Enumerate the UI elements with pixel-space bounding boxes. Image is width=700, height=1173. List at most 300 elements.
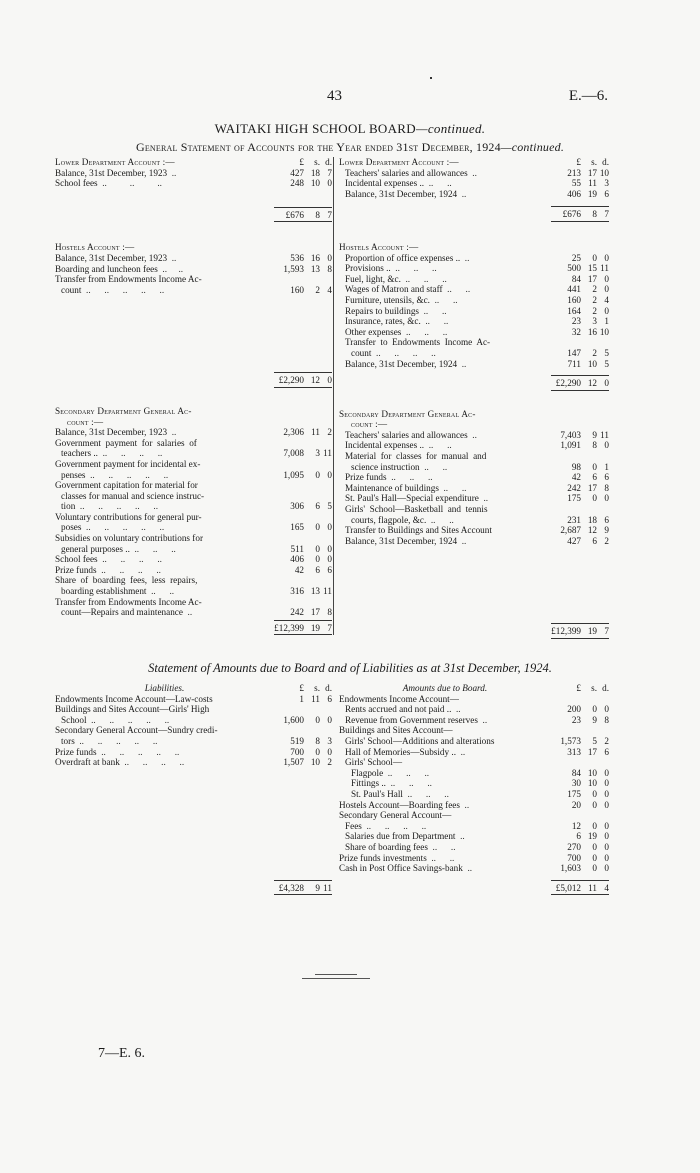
ledger-label: [339, 736, 551, 747]
ledger-row: [339, 515, 609, 526]
shillings-value: 6: [315, 501, 320, 512]
ledger-label: [55, 522, 274, 533]
shillings-value: 3: [592, 316, 597, 327]
ledger-row: [55, 607, 332, 618]
shillings-value: 8: [592, 209, 597, 220]
ledger-row: [339, 284, 609, 295]
ledger-label-text: classes for manual and science instruc-: [61, 490, 205, 501]
ledger-row: [339, 831, 609, 842]
leader-dots: .. .. ..: [405, 326, 448, 337]
ledger-label: [339, 359, 551, 370]
ledger-row: [55, 285, 332, 296]
shillings-value: 0: [592, 493, 597, 504]
ledger-label-text: Government capitation for material for: [55, 480, 198, 491]
ledger-label: [339, 462, 551, 473]
amount: [551, 206, 609, 222]
pence-value: 0: [604, 252, 609, 263]
ledger-row: [339, 168, 609, 179]
statement-column-heading-row: [55, 683, 332, 694]
pence-value: 4: [604, 882, 609, 893]
pence-value: 2: [327, 427, 332, 438]
section-total: [55, 372, 332, 388]
ledger-row: [55, 264, 332, 275]
amount: [274, 178, 332, 189]
leader-dots: .. ..: [430, 514, 454, 525]
ledger-row: [339, 430, 609, 441]
ledger-label: [339, 757, 551, 768]
pence-value: 0: [604, 440, 609, 451]
pence-value: 0: [604, 273, 609, 284]
ledger-label: [55, 438, 274, 449]
ledger-label-text: Subsidies on voluntary contributions for: [55, 533, 204, 544]
shillings-value: 0: [315, 543, 320, 554]
ledger-label: [339, 778, 551, 789]
section-total: [55, 620, 332, 636]
ledger-label: [55, 274, 274, 285]
ledger-row: [339, 327, 609, 338]
pounds-value: 23: [571, 714, 581, 725]
ledger-row: [339, 725, 609, 736]
pounds-value: 427: [290, 167, 304, 178]
leader-dots: .. .. ..: [390, 778, 432, 789]
ledger-row: [339, 263, 609, 274]
spacer: [55, 222, 332, 242]
ledger-row: [339, 359, 609, 370]
pounds-value: 20: [571, 799, 581, 810]
ledger-label-text: Boarding and luncheon fees: [55, 263, 158, 274]
amount: [274, 554, 332, 565]
liabilities-column: [55, 683, 332, 895]
shillings-value: 17: [587, 746, 597, 757]
ledger-label-text: Proportion of office expenses ..: [345, 252, 461, 263]
leader-dots: .. .. .. ..: [102, 448, 163, 459]
leader-dots: .. ..: [423, 305, 447, 316]
amount: [551, 704, 609, 715]
section-total: [55, 207, 332, 223]
ledger-label: [339, 483, 551, 494]
pence-value: 7: [327, 209, 332, 220]
amount: [274, 694, 332, 705]
ledger-label: [55, 448, 274, 459]
ledger-label: [55, 747, 274, 758]
shillings-unit: s.: [591, 157, 597, 167]
pence-value: 11: [323, 882, 332, 893]
pence-value: 0: [604, 831, 609, 842]
leader-dots: ..: [171, 427, 177, 438]
pence-value: 9: [604, 525, 609, 536]
amount: [551, 736, 609, 747]
spacer: [55, 768, 332, 880]
pence-value: 0: [604, 841, 609, 852]
ledger-row: [55, 438, 332, 449]
ledger-label-text: Prize funds: [55, 746, 97, 757]
pence-value: 11: [323, 448, 332, 459]
amount: [551, 178, 609, 189]
pounds-value: 2,687: [560, 525, 581, 536]
shillings-value: 16: [310, 252, 320, 263]
amount: [551, 831, 609, 842]
leader-dots: .. ..: [434, 294, 458, 305]
pence-unit: d.: [602, 683, 609, 693]
pounds-value: 306: [290, 501, 304, 512]
amount: [274, 168, 332, 179]
leader-dots: .. .. .. .. ..: [101, 746, 180, 757]
leader-dots: .. .. ..: [134, 543, 176, 554]
leader-dots: ..: [467, 863, 473, 874]
ledger-row: [339, 821, 609, 832]
shillings-value: 0: [592, 799, 597, 810]
ledger-label: [339, 821, 551, 832]
page-number: 43: [327, 88, 342, 104]
pounds-value: 84: [571, 767, 581, 778]
pence-value: 5: [327, 501, 332, 512]
leader-dots: .. .. ..: [387, 767, 430, 778]
ledger-label: [55, 704, 274, 715]
section-heading: Secondary Department General Ac-: [339, 408, 476, 419]
ledger-label: [55, 544, 274, 555]
amount: [274, 747, 332, 758]
statement-column-heading-row: [339, 683, 609, 694]
pence-value: 0: [604, 852, 609, 863]
ledger-label-text: Fuel, light, &c.: [345, 273, 401, 284]
ledger-label: [55, 533, 274, 544]
pounds-value: 248: [290, 178, 304, 189]
leader-dots: .. ..: [428, 440, 452, 451]
pounds-value: 406: [567, 188, 581, 199]
leader-dots: .. .. .. ..: [376, 347, 436, 358]
ledger-row: [339, 306, 609, 317]
pounds-value: 441: [567, 284, 581, 295]
unit-headers: [274, 683, 332, 694]
amount: [551, 306, 609, 317]
ledger-label-text: Transfer from Endowments Income Ac-: [55, 596, 202, 607]
leader-dots: ..: [464, 252, 470, 263]
pounds-value: £676: [285, 209, 304, 220]
amount: [274, 448, 332, 459]
ledger-label-text: tors: [61, 735, 75, 746]
ledger-label-text: Share of boarding fees: [345, 841, 428, 852]
ledger-label-text: Teachers' salaries and allowances: [345, 167, 468, 178]
shillings-value: 9: [592, 429, 597, 440]
amount: [274, 880, 332, 896]
page-footer-signature: 7—E. 6.: [98, 1046, 146, 1061]
ledger-row: [55, 725, 332, 736]
pence-value: 0: [604, 704, 609, 715]
leader-dots: ..: [455, 704, 461, 715]
shillings-value: 2: [315, 284, 320, 295]
pence-value: 5: [604, 347, 609, 358]
ledger-label: [55, 512, 274, 523]
ledger-row: [339, 536, 609, 547]
leader-dots: ..: [483, 493, 489, 504]
pounds-value: 242: [290, 607, 304, 618]
ledger-label: [339, 284, 551, 295]
divider-rule: [302, 978, 370, 979]
pence-value: 4: [604, 294, 609, 305]
ledger-label: [339, 831, 551, 842]
ledger-row: [55, 522, 332, 533]
shillings-value: 6: [592, 535, 597, 546]
subtitle-main: General Statement of Accounts for the Year ended 31st December, 1924: [135, 140, 501, 154]
shillings-value: 10: [310, 757, 320, 768]
pounds-value: £4,328: [278, 882, 304, 893]
pence-value: 4: [327, 284, 332, 295]
shillings-value: 8: [315, 209, 320, 220]
pounds-value: 1,593: [283, 263, 304, 274]
shillings-unit: s.: [314, 683, 320, 693]
pence-value: 1: [604, 461, 609, 472]
title-continued: —continued.: [415, 121, 486, 136]
ledger-label: [55, 715, 274, 726]
ledger-label-text: poses: [61, 522, 82, 533]
amount: [551, 821, 609, 832]
ledger-label: [55, 480, 274, 491]
ledger-label: [55, 264, 274, 275]
pence-value: 0: [604, 799, 609, 810]
pence-value: 11: [323, 586, 332, 597]
leader-dots: ..: [482, 714, 488, 725]
pence-value: 3: [604, 178, 609, 189]
amount: [551, 462, 609, 473]
pounds-value: 511: [290, 543, 304, 554]
unit-headers: [551, 157, 609, 168]
ledger-row: [55, 575, 332, 586]
leader-dots: ..: [461, 188, 467, 199]
ledger-label: [339, 715, 551, 726]
leader-dots: .. .. .. .. ..: [86, 522, 165, 533]
ledger-label-text: science instruction: [351, 461, 420, 472]
ledger-label-text: School: [61, 714, 87, 725]
ledger-label-text: Furniture, utensils, &c.: [345, 294, 430, 305]
spacer: [175, 157, 274, 168]
pence-value: 2: [604, 535, 609, 546]
ledger-label-text: Rents accrued and not paid ..: [345, 704, 452, 715]
ledger-row: [339, 504, 609, 515]
shillings-value: 0: [315, 522, 320, 533]
shillings-value: 15: [587, 263, 597, 274]
ledger-label: [339, 493, 551, 504]
leader-dots: ..: [460, 831, 465, 842]
pounds-value: 25: [571, 252, 581, 263]
pounds-value: £12,399: [551, 626, 581, 637]
pounds-value: 23: [571, 316, 581, 327]
pounds-value: 519: [290, 735, 304, 746]
shillings-value: 10: [310, 178, 320, 189]
pounds-value: 7,403: [560, 429, 581, 440]
leader-dots: .. .. ..: [395, 263, 437, 274]
ledger-label: [339, 515, 551, 526]
ledger-row: [55, 554, 332, 565]
pounds-value: 160: [290, 284, 304, 295]
shillings-value: 10: [587, 778, 597, 789]
ledger-label-text: Salaries due from Department: [345, 831, 456, 842]
ledger-row: [339, 295, 609, 306]
leader-dots: .. ..: [443, 482, 467, 493]
ledger-label-text: Buildings and Sites Account—: [339, 725, 453, 736]
leader-dots: ..: [460, 746, 466, 757]
spacer: [418, 242, 609, 253]
ledger-label-text: St. Paul's Hall—Special expenditure: [345, 493, 479, 504]
shillings-value: 0: [315, 746, 320, 757]
ledger-row: [339, 715, 609, 726]
ledger-label-text: count: [351, 347, 372, 358]
pounds-value: 175: [567, 493, 581, 504]
pounds-value: £12,399: [274, 622, 304, 633]
leader-dots: .. .. .. ..: [124, 757, 185, 768]
ledger-row: [339, 694, 609, 705]
amount: [274, 544, 332, 555]
ledger-label: [55, 586, 274, 597]
ledger-label-text: Incidental expenses ..: [345, 178, 425, 189]
leader-dots: ..: [171, 167, 177, 178]
shillings-value: 17: [587, 482, 597, 493]
ledger-label-text: Prize funds: [345, 472, 387, 483]
shillings-value: 2: [592, 347, 597, 358]
shillings-value: 12: [310, 375, 320, 386]
shillings-value: 19: [587, 626, 597, 637]
amount: [551, 880, 609, 896]
statement-subtitle: [0, 140, 700, 155]
ledger-label: [55, 168, 274, 179]
shillings-value: 5: [592, 735, 597, 746]
ledger-row: [339, 493, 609, 504]
ledger-label: [55, 253, 274, 264]
pence-value: 6: [327, 693, 332, 704]
ledger-row: [339, 704, 609, 715]
pence-value: 10: [599, 167, 609, 178]
pence-value: 0: [604, 863, 609, 874]
leader-dots: ..: [187, 607, 193, 618]
ledger-label: [55, 607, 274, 618]
ledger-label-text: Hall of Memories—Subsidy ..: [345, 746, 457, 757]
ledger-label-text: Cash in Post Office Savings-bank: [339, 863, 463, 874]
ledger-label-text: Share of boarding fees, less repairs,: [55, 575, 198, 586]
spacer: [55, 189, 332, 207]
ledger-label-text: Balance, 31st December, 1923: [55, 167, 168, 178]
shillings-value: 0: [592, 863, 597, 874]
ledger-row: [339, 842, 609, 853]
amount: [274, 207, 332, 223]
pounds-value: 42: [294, 564, 304, 575]
pence-value: 7: [327, 622, 332, 633]
shillings-value: 0: [592, 788, 597, 799]
pounds-value: 536: [290, 252, 304, 263]
ledger-row: [55, 757, 332, 768]
pounds-unit: £: [299, 157, 304, 167]
shillings-value: 6: [315, 564, 320, 575]
pence-unit: d.: [325, 157, 332, 167]
shillings-value: 11: [311, 427, 320, 438]
pence-value: 5: [604, 358, 609, 369]
ledger-label: [55, 597, 274, 608]
shillings-value: 10: [587, 358, 597, 369]
ledger-label-text: St. Paul's Hall: [351, 788, 403, 799]
ledger-label: [339, 327, 551, 338]
section-total: [339, 623, 609, 639]
pence-value: 0: [327, 522, 332, 533]
ledger-row: [339, 337, 609, 348]
leader-dots: .. ..: [428, 178, 452, 189]
pence-value: 0: [327, 714, 332, 725]
ledger-label-text: courts, flagpole, &c.: [351, 514, 427, 525]
section-total: [339, 375, 609, 391]
pounds-value: 711: [567, 358, 581, 369]
amount: [551, 778, 609, 789]
ledger-label-text: count: [61, 284, 82, 295]
ledger-label-text: Girls' School—Additions and alterations: [345, 735, 495, 746]
leader-dots: ..: [171, 252, 177, 263]
shillings-value: 0: [592, 852, 597, 863]
pounds-value: £676: [562, 209, 581, 220]
amount: [551, 430, 609, 441]
spacer: [339, 546, 609, 623]
ledger-row: [339, 853, 609, 864]
pence-value: 0: [327, 554, 332, 565]
spacer: [339, 391, 609, 409]
pounds-value: 1,600: [283, 714, 304, 725]
ledger-label: [339, 440, 551, 451]
ledger-label-text: Insurance, rates, &c.: [345, 316, 421, 327]
ledger-label-text: Hostels Account—Boarding fees: [339, 799, 460, 810]
unit-headers: [551, 683, 609, 694]
ledger-label-text: Transfer from Endowments Income Ac-: [55, 274, 202, 285]
pence-value: 0: [327, 375, 332, 386]
pence-value: 0: [604, 493, 609, 504]
ledger-label: [339, 348, 551, 359]
ledger-label-text: Provisions ..: [345, 263, 391, 274]
pence-value: 7: [604, 626, 609, 637]
column-divider: [333, 157, 334, 635]
statement-column-heading: Amounts due to Board.: [402, 683, 488, 693]
pence-unit: d.: [602, 157, 609, 167]
section-heading-row: [339, 409, 609, 420]
pounds-unit: £: [576, 157, 581, 167]
pounds-value: 12: [571, 820, 581, 831]
leader-dots: .. .. .. ..: [102, 554, 162, 565]
shillings-value: 2: [592, 305, 597, 316]
shillings-value: 9: [592, 714, 597, 725]
ledger-label-text: Teachers' salaries and allowances: [345, 429, 468, 440]
section-total: [55, 880, 332, 896]
ledger-row: [55, 544, 332, 555]
leader-dots: .. .. .. ..: [101, 564, 161, 575]
pounds-value: 242: [567, 482, 581, 493]
amount: [274, 620, 332, 636]
ledger-row: [339, 789, 609, 800]
amount: [551, 483, 609, 494]
leader-dots: .. .. ..: [405, 273, 447, 284]
ledger-row: [55, 704, 332, 715]
subtitle-continued: —continued.: [500, 140, 565, 154]
ledger-label-text: Other expenses: [345, 326, 402, 337]
unit-headers: [274, 157, 332, 168]
pence-value: 0: [604, 767, 609, 778]
ledger-row: [55, 736, 332, 747]
pence-value: 6: [604, 746, 609, 757]
leader-dots: .. .. ..: [102, 178, 162, 189]
shillings-unit: s.: [314, 157, 320, 167]
ledger-label: [55, 427, 274, 438]
ledger-label-text: general purposes ..: [61, 543, 130, 554]
ledger-label: [339, 504, 551, 515]
ledger-label: [339, 263, 551, 274]
ledger-row: [55, 501, 332, 512]
amount: [274, 586, 332, 597]
amount: [274, 522, 332, 533]
amount: [551, 168, 609, 179]
ledger-row: [55, 253, 332, 264]
pence-value: 0: [327, 543, 332, 554]
